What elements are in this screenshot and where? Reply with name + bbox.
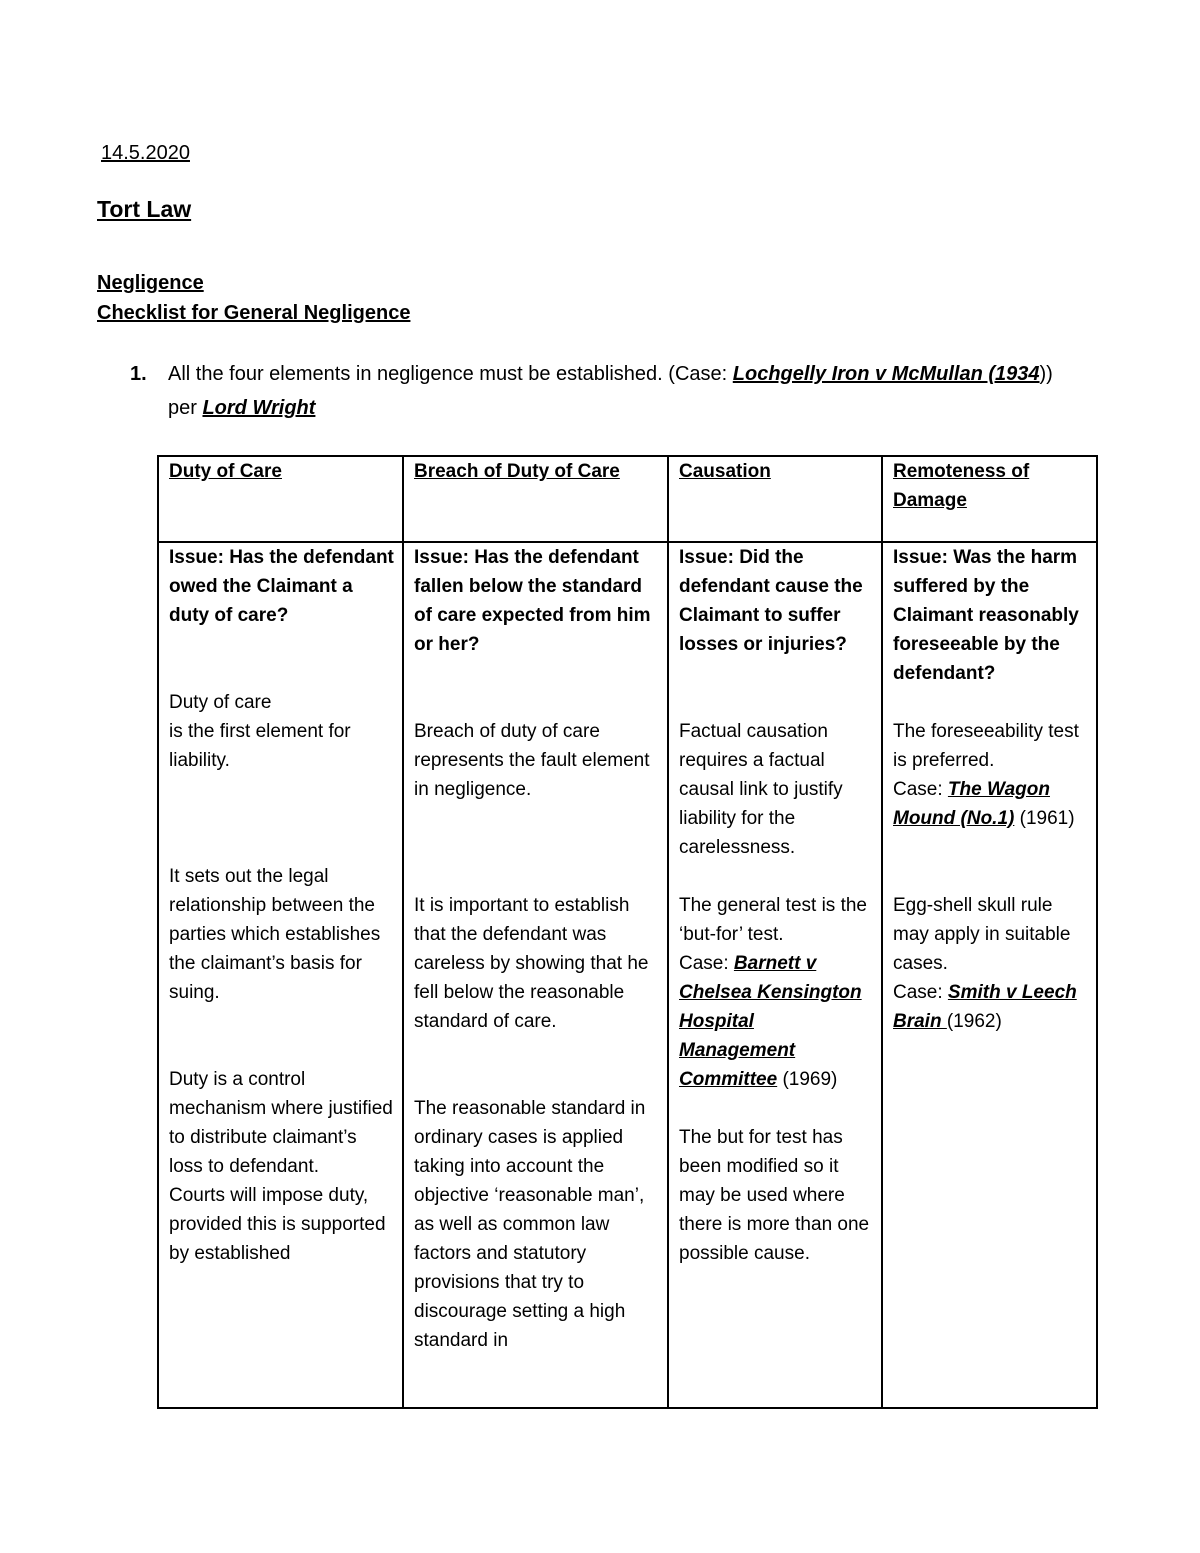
remoteness-text-2: Egg-shell skull rule may apply in suitable cases. xyxy=(893,895,1071,974)
subsection-heading: Checklist for General Negligence xyxy=(97,302,411,324)
remoteness-case-2: Case: Smith v Leech Brain (1962) xyxy=(893,982,1077,1032)
cell-remoteness xyxy=(882,542,1097,1408)
causation-issue: Issue: Did the defendant cause the Claimant to suffer losses or injuries? xyxy=(679,547,863,655)
point-text xyxy=(168,357,1128,425)
duty-text-1a: Duty of care xyxy=(169,692,272,713)
causation-text-2: The general test is the ‘but-for’ test. xyxy=(679,895,867,945)
duty-issue: Issue: Has the defendant owed the Claimant a duty of care? xyxy=(169,547,394,626)
breach-text-1: Breach of duty of care represents the fault element in negligence. xyxy=(414,721,650,800)
duty-text-1b: is the first element for liability. xyxy=(169,721,351,771)
case-citation: Smith v Leech Brain xyxy=(893,982,1077,1032)
breach-text-3: The reasonable standard in ordinary cases is applied taking into account the objective ‘reasonable man’, as well as common law factors and statutory provisions that try to discourage setting a high standard in xyxy=(414,1098,646,1351)
remoteness-case-1: Case: The Wagon Mound (No.1) (1961) xyxy=(893,779,1075,829)
header-duty-of-care: Duty of Care xyxy=(158,456,403,542)
case-citation: Barnett v Chelsea Kensington Hospital Management Committee xyxy=(679,953,862,1090)
judge-name: Lord Wright xyxy=(202,397,316,419)
cell-duty-of-care xyxy=(158,542,403,1408)
causation-text-1: Factual causation requires a factual causal link to justify liability for the carelessness. xyxy=(679,721,843,858)
remoteness-text-1: The foreseeability test is preferred. xyxy=(893,721,1079,771)
cell-causation xyxy=(668,542,882,1408)
document-title: Tort Law xyxy=(97,196,192,222)
causation-text-3: The but for test has been modified so it may be used where there is more than one possible cause. xyxy=(679,1127,870,1264)
document-date: 14.5.2020 xyxy=(101,142,190,164)
point-text-after: )) xyxy=(1039,363,1053,385)
case-citation: The Wagon Mound (No.1) xyxy=(893,779,1050,829)
table-body-row xyxy=(158,542,1097,1408)
remoteness-issue: Issue: Was the harm suffered by the Claimant reasonably foreseeable by the defendant? xyxy=(893,547,1079,684)
header-breach-of-duty: Breach of Duty of Care xyxy=(403,456,668,542)
table-header-row xyxy=(158,456,1097,542)
negligence-elements-table xyxy=(157,455,1098,1409)
point-text-before: All the four elements in negligence must be established. (Case: xyxy=(168,363,733,385)
section-heading: Negligence xyxy=(97,272,204,294)
cell-breach-of-duty xyxy=(403,542,668,1408)
duty-text-2: It sets out the legal relationship between the parties which establishes the claimant’s basis for suing. xyxy=(169,866,381,1003)
duty-text-3b: Courts will impose duty, provided this is supported by established xyxy=(169,1185,386,1264)
duty-text-3a: Duty is a control mechanism where justified to distribute claimant’s loss to defendant. xyxy=(169,1069,393,1177)
breach-issue: Issue: Has the defendant fallen below the standard of care expected from him or her? xyxy=(414,547,651,655)
list-number: 1. xyxy=(130,363,147,385)
case-citation: Lochgelly Iron v McMullan (1934 xyxy=(732,363,1040,385)
header-remoteness: Remoteness of Damage xyxy=(882,456,1097,542)
per-label: per xyxy=(168,397,203,419)
breach-text-2: It is important to establish that the defendant was careless by showing that he fell below the reasonable standard of care. xyxy=(414,895,649,1032)
header-causation: Causation xyxy=(668,456,882,542)
causation-case: Case: Barnett v Chelsea Kensington Hospital Management Committee (1969) xyxy=(679,953,862,1090)
